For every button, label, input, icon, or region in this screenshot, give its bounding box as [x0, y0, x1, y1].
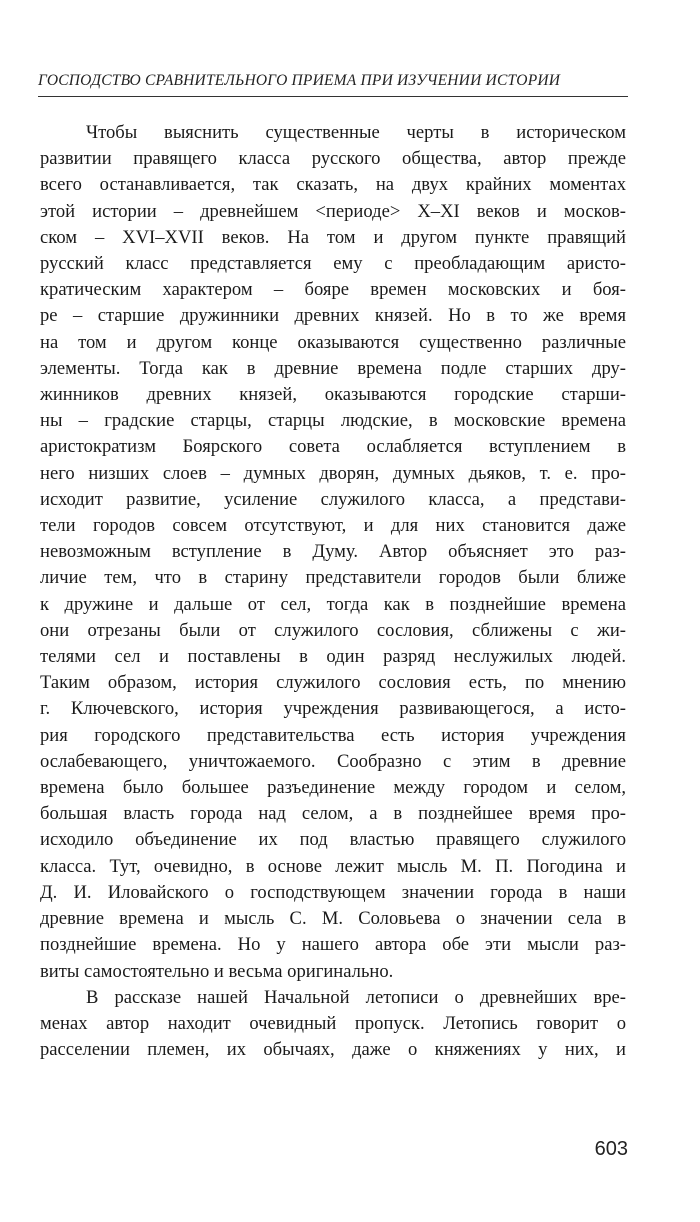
paragraph [40, 985, 626, 1064]
text-line: г. Ключевского, история учреждения развивающегося, а исто- [40, 698, 626, 720]
text-line: они отрезаны были от служилого сословия, сближены с жи- [40, 619, 626, 641]
text-line: ослабевающего, уничтожаемого. Сообразно с этим в древние [40, 750, 626, 772]
text-line: исходило объединение их под властью правящего служилого [40, 829, 626, 851]
text-line: ре – старшие дружинники древних князей. Но в то же время [40, 305, 626, 327]
text-line: виты самостоятельно и весьма оригинально. [40, 960, 394, 982]
text-line: менах автор находит очевидный пропуск. Летопись говорит о [40, 1012, 626, 1034]
running-head: ГОСПОДСТВО СРАВНИТЕЛЬНОГО ПРИЕМА ПРИ ИЗУЧЕНИИ ИСТОРИИ [38, 72, 561, 89]
text-line: аристократизм Боярского совета ослабляется вступлением в [40, 436, 626, 458]
text-line: русский класс представляется ему с преобладающим аристо- [40, 253, 626, 275]
text-line: класса. Тут, очевидно, в основе лежит мысль М. П. Погодина и [40, 855, 626, 877]
text-line: Чтобы выяснить существенные черты в историческом [86, 122, 626, 143]
text-line: на том и другом конце оказываются существенно различные [40, 331, 626, 353]
text-line: тели городов совсем отсутствуют, и для них становится даже [40, 515, 626, 537]
page-number: 603 [594, 1138, 628, 1160]
running-head-rule [38, 96, 628, 97]
text-line: позднейшие времена. Но у нашего автора обе эти мысли раз- [40, 934, 626, 956]
text-line: расселении племен, их обычаях, даже о княжениях у них, и [40, 1039, 626, 1061]
text-line: рия городского представительства есть история учреждения [40, 724, 626, 746]
text-line: невозможным вступление в Думу. Автор объясняет это раз- [40, 541, 626, 563]
text-line: телями сел и поставлены в один разряд неслужилых людей. [40, 646, 626, 668]
text-line: древние времена и мысль С. М. Соловьева о значении села в [40, 908, 626, 930]
text-line: всего останавливается, так сказать, на двух крайних моментах [40, 174, 626, 196]
text-line: личие тем, что в старину представители городов были ближе [40, 567, 626, 589]
text-line: жинников древних князей, оказываются городские старши- [40, 384, 626, 406]
text-line: развитии правящего класса русского общества, автор прежде [40, 148, 626, 170]
text-line: исходит развитие, усиление служилого класса, а представи- [40, 488, 626, 510]
text-line: к дружине и дальше от сел, тогда как в позднейшие времена [40, 593, 626, 615]
text-line: него низших слоев – думных дворян, думных дьяков, т. е. про- [40, 462, 626, 484]
body-text [40, 120, 626, 1063]
text-line: элементы. Тогда как в древние времена подле старших дру- [40, 357, 626, 379]
text-line: ны – градские старцы, старцы людские, в московские времена [40, 410, 626, 432]
text-line: большая власть города над селом, а в позднейшее время про- [40, 803, 626, 825]
text-line: Таким образом, история служилого сословия есть, по мнению [40, 672, 626, 694]
text-line: ском – XVI–XVII веков. На том и другом пункте правящий [40, 226, 626, 248]
paragraph [40, 120, 626, 985]
text-line: этой истории – древнейшем <периоде> X–XI веков и москов- [40, 200, 626, 222]
text-line: времена было большее разъединение между городом и селом, [40, 777, 626, 799]
text-line: кратическим характером – бояре времен московских и боя- [40, 279, 626, 301]
text-line: В рассказе нашей Начальной летописи о древнейших вре- [86, 986, 626, 1008]
text-line: Д. И. Иловайского о господствующем значении города в наши [40, 881, 626, 903]
